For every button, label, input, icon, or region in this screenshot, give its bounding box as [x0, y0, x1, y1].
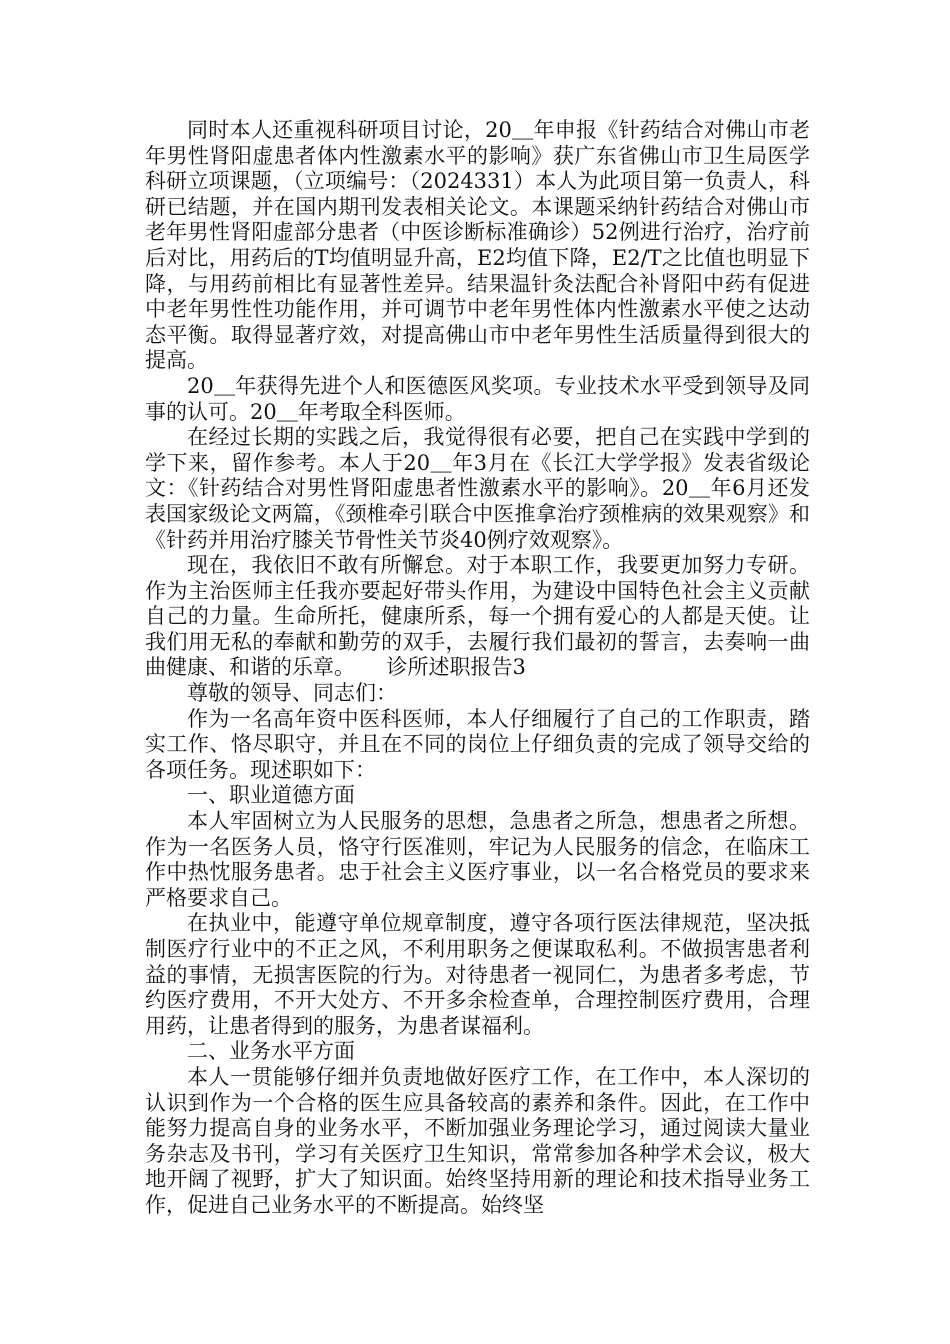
paragraph-ethics-1: 本人牢固树立为人民服务的思想，急患者之所急，想患者之所想。作为一名医务人员，恪守行医准则，牢记为人民服务的信念，在临床工作中热忱服务患者。忠于社会主义医疗事业，以一名合格党员的要求来严格要求自己。 — [145, 809, 810, 910]
paragraph-salutation: 尊敬的领导、同志们： — [187, 681, 397, 706]
section-heading-professional-level: 二、业务水平方面 — [187, 1039, 355, 1064]
paragraph-ethics-2: 在执业中，能遵守单位规章制度，遵守各项行医法律规范，坚决抵制医疗行业中的不正之风，不利用职务之便谋取私利。不做损害患者利益的事情，无损害医院的行为。对待患者一视同仁，为患者多考虑，节约医疗费用，不开大处方、不开多余检查单，合理控制医疗费用，合理用药，让患者得到的服务，为患者谋福利。 — [145, 911, 810, 1038]
paragraph-publications: 在经过长期的实践之后，我觉得很有必要，把自己在实践中学到的学下来，留作参考。本人于20＿年3月在《长江大学学报》发表省级论文：《针药结合对男性肾阳虚患者性激素水平的影响》。20＿年6月还发表国家级论文两篇，《颈椎牵引联合中医推拿治疗颈椎病的效果观察》和《针药并用治疗膝关节骨性关节炎40例疗效观察》。 — [145, 425, 810, 552]
paragraph-professional-level: 本人一贯能够仔细并负责地做好医疗工作，在工作中，本人深切的认识到作为一个合格的医生应具备较高的素养和条件。因此，在工作中能努力提高自身的业务水平，不断加强业务理论学习，通过阅读大量业务杂志及书刊，学习有关医疗卫生知识，常常参加各种学术会议，极大地开阔了视野，扩大了知识面。始终坚持用新的理论和技术指导业务工作，促进自己业务水平的不断提高。始终坚 — [145, 1064, 810, 1217]
paragraph-awards: 20＿年获得先进个人和医德医风奖项。专业技术水平受到领导及同事的认可。20＿年考取全科医师。 — [145, 373, 810, 424]
section-heading-ethics: 一、职业道德方面 — [187, 783, 355, 808]
paragraph-introduction: 作为一名高年资中医科医师，本人仔细履行了自己的工作职责，踏实工作、恪尽职守，并且在不同的岗位上仔细负责的完成了领导交给的各项任务。现述职如下： — [145, 706, 810, 782]
document-body — [145, 118, 810, 1219]
paragraph-commitment: 现在，我依旧不敢有所懈怠。对于本职工作，我要更加努力专研。作为主治医师主任我亦要起好带头作用，为建设中国特色社会主义贡献自己的力量。生命所托，健康所系，每一个拥有爱心的人都是天使。让我们用无私的奉献和勤劳的双手，去履行我们最初的誓言，去奏响一曲曲健康、和谐的乐章。 诊所述职报告3 — [145, 553, 810, 680]
paragraph-research-project: 同时本人还重视科研项目讨论，20＿年申报《针药结合对佛山市老年男性肾阳虚患者体内性激素水平的影响》获广东省佛山市卫生局医学科研立项课题，（立项编号：（2024331）本人为此项目第一负责人，科研已结题，并在国内期刊发表相关论文。本课题采纳针药结合对佛山市老年男性肾阳虚部分患者（中医诊断标准确诊）52例进行治疗，治疗前后对比，用药后的T均值明显升高，E2均值下降，E2/T之比值也明显下降，与用药前相比有显著性差异。结果温针灸法配合补肾阳中药有促进中老年男性性功能作用，并可调节中老年男性体内性激素水平使之达动态平衡。取得显著疗效，对提高佛山市中老年男性生活质量得到很大的提高。 — [145, 118, 810, 373]
